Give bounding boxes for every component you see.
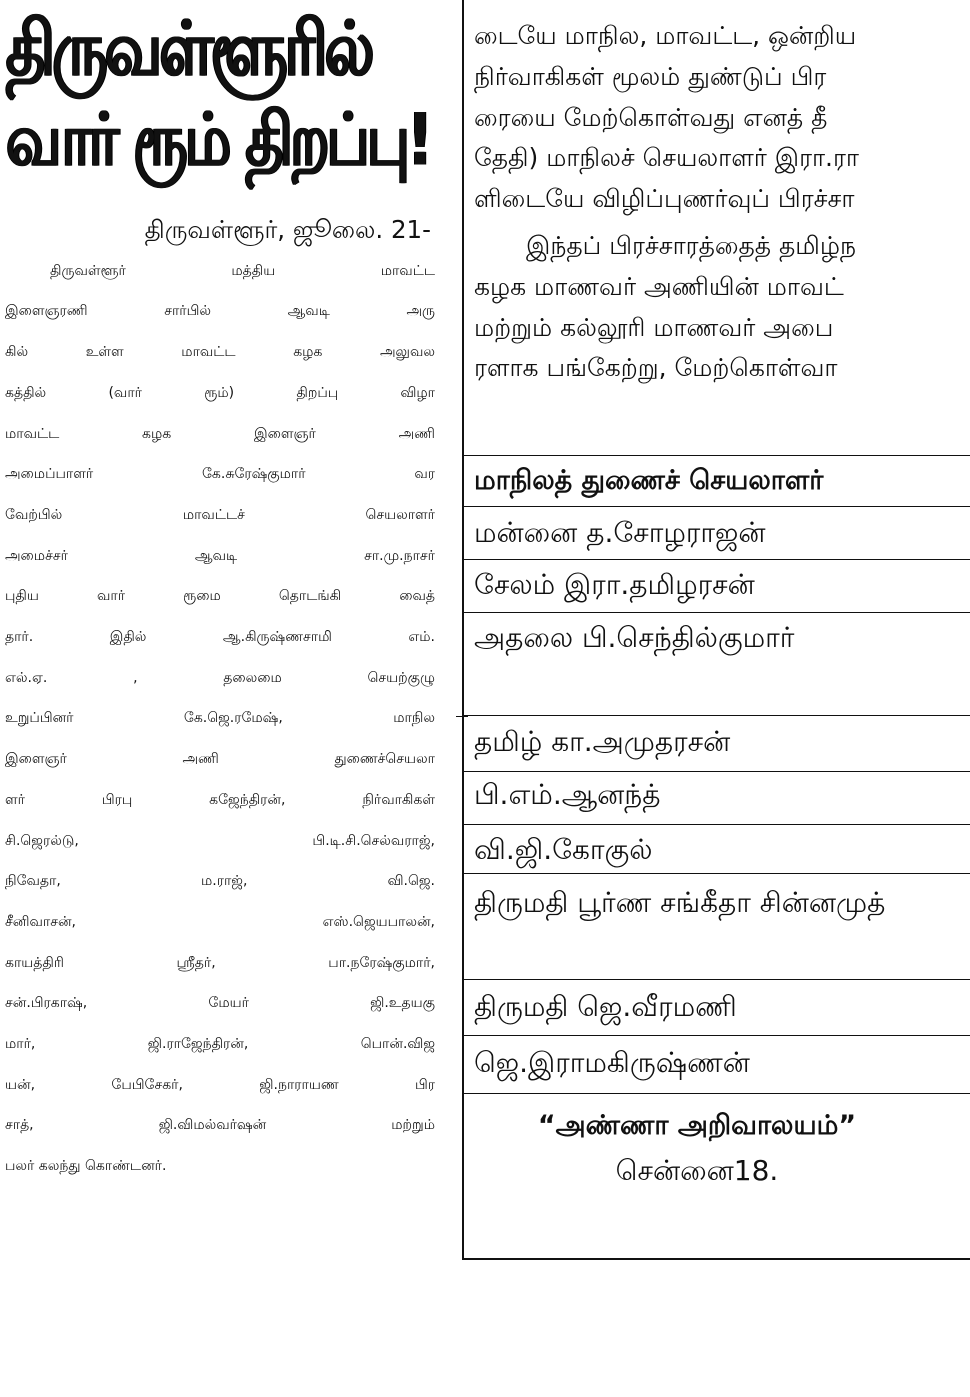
right-article-line: நிர்வாகிகள் மூலம் துண்டுப் பிர bbox=[474, 61, 827, 91]
table-row: திருமதி பூர்ண சங்கீதா சின்னமுத் bbox=[462, 873, 970, 979]
article-line: மாவட்ட கழக இளைஞர் அணி bbox=[5, 425, 435, 442]
table-row: ஜெ.இராமகிருஷ்ணன் bbox=[462, 1035, 970, 1093]
table-row: சேலம் இரா.தமிழரசன் bbox=[462, 559, 970, 612]
article-line: தார். இதில் ஆ.கிருஷ்ணசாமி எம். bbox=[5, 629, 435, 646]
headline-line-1: திருவள்ளூரில் bbox=[6, 5, 372, 94]
article-line: இளைஞரணி சார்பில் ஆவடி அரு bbox=[5, 303, 435, 320]
right-article-line: ளிடையே விழிப்புணர்வுப் பிரச்சா bbox=[474, 184, 855, 214]
article-line: எல்.ஏ. , தலைமை செயற்குழு bbox=[5, 669, 435, 686]
article-line: ளர் பிரபு கஜேந்திரன், நிர்வாகிகள் bbox=[5, 791, 435, 808]
table-row: தமிழ் கா.அமுதரசன் bbox=[462, 715, 970, 771]
article-line: அமைச்சர் ஆவடி சா.மு.நாசர் bbox=[5, 547, 435, 564]
article-line: இளைஞர் அணி துணைச்செயலா bbox=[5, 751, 435, 768]
right-article-line: இந்தப் பிரச்சாரத்தைத் தமிழ்ந bbox=[526, 230, 857, 260]
signature-block bbox=[462, 1093, 970, 1259]
headline-line-2: வார் ரூம் திறப்பு! bbox=[6, 96, 431, 182]
right-article bbox=[462, 0, 970, 1397]
article-line: புதிய வார் ரூமை தொடங்கி வைத் bbox=[5, 588, 435, 605]
article-line: சீனிவாசன், எஸ்.ஜெயபாலன், bbox=[5, 913, 435, 930]
office-city: சென்னை18. bbox=[615, 1154, 779, 1188]
article-line: சன்.பிரகாஷ், மேயர் ஜி.உதயகு bbox=[5, 995, 435, 1012]
article-line: அமைப்பாளர் கே.சுரேஷ்குமார் வர bbox=[5, 466, 435, 483]
table-row: பி.எம்.ஆனந்த் bbox=[462, 771, 970, 824]
right-paragraph-1 bbox=[474, 16, 970, 220]
right-article-line: ரையை மேற்கொள்வது எனத் தீ bbox=[474, 102, 828, 132]
office-name: “அண்ணா அறிவாலயம்” bbox=[537, 1110, 857, 1141]
table-row: வி.ஜி.கோகுல் bbox=[462, 824, 970, 873]
table-header: மாநிலத் துணைச் செயலாளர் bbox=[462, 455, 970, 506]
right-article-line: ரளாக பங்கேற்று, மேற்கொள்வா bbox=[474, 353, 838, 383]
article-line: திருவள்ளூர் மத்திய மாவட்ட bbox=[50, 262, 435, 279]
article-line: கில் உள்ள மாவட்ட கழக அலுவல bbox=[5, 344, 435, 361]
article-line: உறுப்பினர் கே.ஜெ.ரமேஷ், மாநில bbox=[5, 710, 435, 727]
table-row: அதலை பி.செந்தில்குமார் bbox=[462, 612, 970, 715]
article-line: கத்தில் (வார் ரூம்) திறப்பு விழா bbox=[5, 384, 435, 401]
article-body bbox=[5, 210, 435, 1187]
article-line: மார், ஜி.ராஜேந்திரன், பொன்.விஜ bbox=[5, 1036, 435, 1053]
right-article-line: தேதி) மாநிலச் செயலாளர் இரா.ரா bbox=[474, 143, 859, 173]
right-article-line: மற்றும் கல்லூரி மாணவர் அபை bbox=[474, 312, 834, 342]
office-bearers-table bbox=[462, 455, 970, 1259]
right-article-line: கழக மாணவர் அணியின் மாவட் bbox=[474, 271, 844, 301]
article-line: யன், பேபிசேகர், ஜி.நாராயண பிர bbox=[5, 1076, 435, 1093]
table-row: மன்னை த.சோழராஜன் bbox=[462, 506, 970, 559]
right-paragraph-2 bbox=[474, 226, 970, 389]
right-article-text bbox=[474, 0, 970, 389]
left-article bbox=[0, 0, 442, 1397]
article-line: வேற்பில் மாவட்டச் செயலாளர் bbox=[5, 506, 435, 523]
article-line: நிவேதா, ம.ராஜ், வி.ஜெ. bbox=[5, 873, 435, 890]
article-line: பலர் கலந்து கொண்டனர். bbox=[5, 1158, 167, 1175]
article-line: காயத்திரி ஸ்ரீதர், பா.நரேஷ்குமார், bbox=[5, 954, 435, 971]
article-line: சி.ஜெரல்டு, பி.டி.சி.செல்வராஜ், bbox=[5, 832, 435, 849]
table-row: திருமதி ஜெ.வீரமணி bbox=[462, 979, 970, 1035]
dateline: திருவள்ளூர், ஜூலை. 21- bbox=[144, 215, 431, 244]
right-article-line: டையே மாநில, மாவட்ட, ஒன்றிய bbox=[474, 21, 857, 50]
article-paragraph bbox=[5, 251, 435, 1187]
article-line: சாத், ஜி.விமல்வர்ஷன் மற்றும் bbox=[5, 1117, 435, 1134]
